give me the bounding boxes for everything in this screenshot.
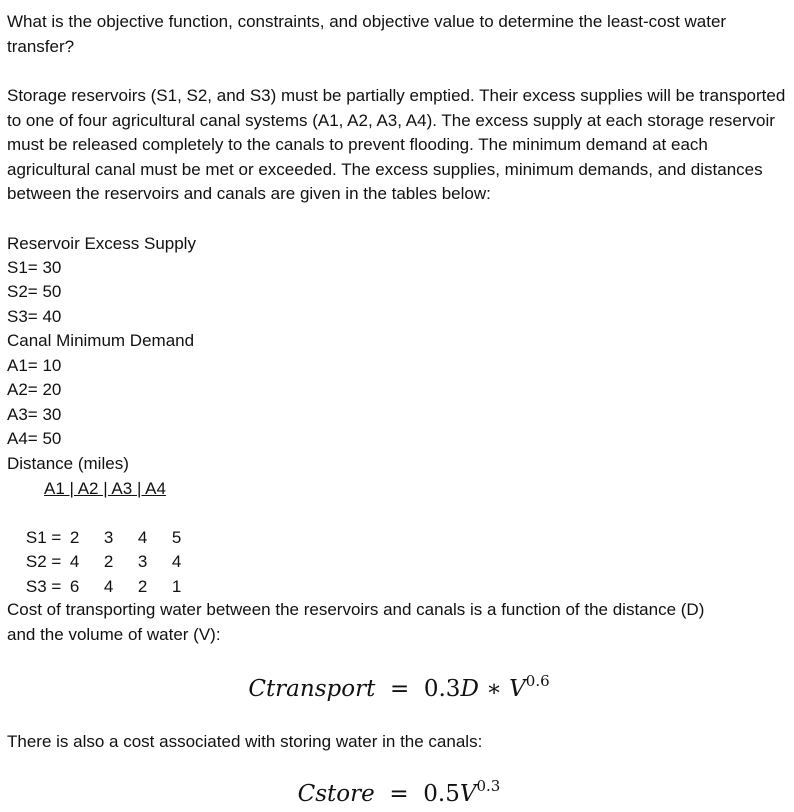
eq-equals: = [389, 781, 409, 807]
row-label: S1 = [25, 527, 62, 547]
demand-item: A3= 30 [7, 405, 62, 424]
eq-d: D [460, 676, 479, 702]
transport-equation [7, 672, 791, 702]
supply-item: S2= 50 [7, 282, 62, 301]
distance-cell: 2 [137, 576, 148, 596]
distance-header-row: A1 | A2 | A3 | A4 [44, 479, 166, 498]
distance-cell: 2 [69, 527, 80, 547]
supply-heading: Reservoir Excess Supply [7, 234, 196, 253]
demand-item: A2= 20 [7, 380, 62, 399]
distance-cell: 3 [137, 551, 148, 571]
distance-heading: Distance (miles) [7, 454, 129, 473]
eq-coef: 0.5 [423, 781, 460, 807]
distance-cell: 5 [171, 527, 182, 547]
eq-coef: 0.3 [423, 676, 461, 702]
transport-text: Cost of transporting water between the reservoirs and canals is a function of the distance (D) and the volume of water (V): [7, 600, 710, 644]
demand-item: A1= 10 [7, 356, 62, 375]
eq-op: ∗ [486, 676, 502, 702]
eq-exp: 0.3 [476, 777, 501, 795]
question-text: What is the objective function, constraints, and objective value to determine the least-cost water transfer? [7, 12, 731, 56]
eq-v: V [459, 781, 477, 807]
store-equation [7, 777, 791, 807]
supply-item: S3= 40 [7, 307, 62, 326]
eq-lhs: Ctransport [248, 676, 376, 702]
eq-lhs: Cstore [297, 781, 375, 807]
eq-equals: = [389, 676, 410, 702]
distance-cell: 4 [171, 551, 182, 571]
store-text: There is also a cost associated with storing water in the canals: [7, 732, 483, 751]
demand-heading: Canal Minimum Demand [7, 331, 195, 350]
distance-cell: 2 [103, 551, 114, 571]
distance-cell: 4 [69, 551, 80, 571]
distance-cell: 1 [171, 576, 182, 596]
problem-text: Storage reservoirs (S1, S2, and S3) must be partially emptied. Their excess supplies will be transported to one of four agricultural canal systems (A1, A2, A3, A4). The excess supply at each storage reservoir must be released completely to the canals to prevent flooding. The minimum demand at each agricultural canal must be met or exceeded. The excess supplies, minimum demands, and distances between the reservoirs and canals are given in the tables below: [7, 86, 791, 203]
row-label: S3 = [25, 576, 62, 596]
distance-cell: 4 [137, 527, 148, 547]
distance-cell: 3 [103, 527, 114, 547]
eq-exp: 0.6 [525, 672, 550, 690]
distance-cell: 4 [103, 576, 114, 596]
row-label: S2 = [25, 551, 62, 571]
distance-cell: 6 [69, 576, 80, 596]
eq-v: V [509, 676, 526, 702]
demand-item: A4= 50 [7, 429, 62, 448]
supply-item: S1= 30 [7, 258, 62, 277]
